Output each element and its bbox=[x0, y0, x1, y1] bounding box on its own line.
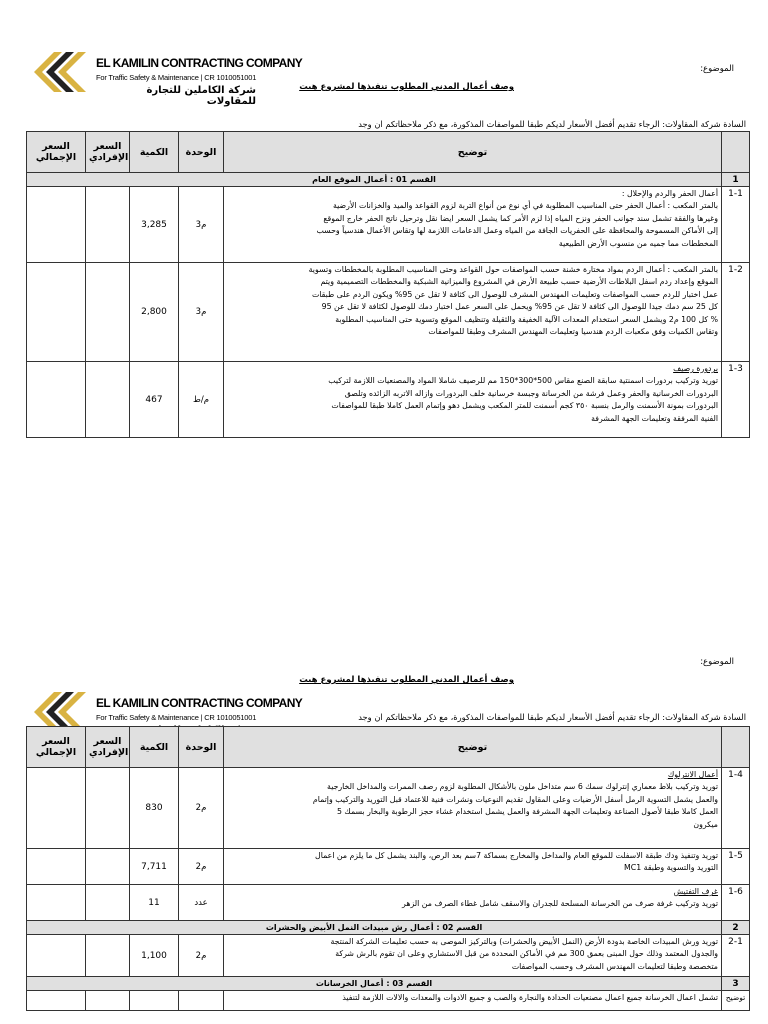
table-header-row bbox=[27, 727, 750, 768]
section-title: القسم 03 : أعمال الخرسانات bbox=[27, 977, 722, 991]
item-number: 2-1 bbox=[722, 935, 750, 977]
item-description: غرف التفتيش توريد وتركيب غرفة صرف من الخرسانة المسلحة للجدران والاسقف شامل غطاء الصرف من الزهر bbox=[224, 885, 722, 921]
col-unit-price: السعر الإفرادي bbox=[86, 132, 130, 173]
col-num bbox=[722, 132, 750, 173]
section-number: 1 bbox=[722, 173, 750, 187]
table-row bbox=[27, 263, 750, 362]
col-desc: توضيح bbox=[224, 727, 722, 768]
boq-table bbox=[26, 131, 750, 438]
item-qty: 2,800 bbox=[130, 263, 179, 362]
item-description: توريد ورش المبيدات الخاصة بدودة الأرض (النمل الأبيض والحشرات) وبالتركيز الموصى به حسب تعليمات الشركة المنتجة والجدول المعتمد وذلك حول المبنى بعمق 300 مم في الأماكن المحددة من قبل الاستشاري وعلى ان تقوم بالرش شركة متخصصة وطبقا لتعليمات المهندس المشرف وحسب المواصفات bbox=[224, 935, 722, 977]
col-unit-price: السعر الإفرادي bbox=[86, 727, 130, 768]
item-unit: م/ط bbox=[179, 362, 224, 438]
col-unit: الوحدة bbox=[179, 727, 224, 768]
item-title: بردورة رصيف bbox=[673, 364, 718, 373]
col-num bbox=[722, 727, 750, 768]
item-unit: م2 bbox=[179, 768, 224, 849]
table-row bbox=[27, 849, 750, 885]
subject-label: الموضوع: bbox=[700, 64, 734, 74]
item-qty: 467 bbox=[130, 362, 179, 438]
item-number: 1-5 bbox=[722, 849, 750, 885]
table-row bbox=[27, 991, 750, 1011]
section-row bbox=[27, 921, 750, 935]
table-row bbox=[27, 362, 750, 438]
col-unit: الوحدة bbox=[179, 132, 224, 173]
col-qty: الكمية bbox=[130, 132, 179, 173]
item-qty: 830 bbox=[130, 768, 179, 849]
item-unit: م2 bbox=[179, 849, 224, 885]
table-row bbox=[27, 187, 750, 263]
table-row bbox=[27, 885, 750, 921]
chevron-logo-icon bbox=[32, 50, 88, 94]
intro-text: السادة شركة المقاولات: الرجاء تقديم أفضل الأسعار لديكم طبقا للمواصفات المذكورة، مع ذكر ملاحظاتكم ان وجد bbox=[358, 712, 746, 722]
table-header-row bbox=[27, 132, 750, 173]
col-qty: الكمية bbox=[130, 727, 179, 768]
company-name-en: EL KAMILIN CONTRACTING COMPANY bbox=[96, 56, 303, 70]
item-unit: م3 bbox=[179, 187, 224, 263]
item-number: 1-3 bbox=[722, 362, 750, 438]
item-description: تشمل اعمال الخرسانة جميع اعمال مصنعيات الحدادة والنجارة والصب و جميع الادوات والمعدات والالات اللازمة لتنفيذ bbox=[224, 991, 722, 1011]
item-title: غرف التفتيش bbox=[673, 887, 718, 896]
section-number: 3 bbox=[722, 977, 750, 991]
item-number: 1-2 bbox=[722, 263, 750, 362]
boq-table bbox=[26, 726, 750, 1011]
col-total: السعر الإجمالي bbox=[27, 132, 86, 173]
section-number: 2 bbox=[722, 921, 750, 935]
subject-title: وصف أعمال المدني المطلوب تنفيذها لمشروع هيت bbox=[299, 675, 514, 685]
company-subtitle: For Traffic Safety & Maintenance | CR 1010051001 bbox=[96, 73, 257, 82]
table-row bbox=[27, 768, 750, 849]
item-description: توريد وتنفيذ ودك طبقة الاسفلت للموقع العام والمداخل والمخارج بسماكة 7سم بعد الرص، والبند يشمل كل ما يلزم من اعمال التوريد والتسوية وطبقة MC1 bbox=[224, 849, 722, 885]
section-row bbox=[27, 977, 750, 991]
item-description: أعمال الحفر والردم والإحلال : بالمتر المكعب : أعمال الحفر حتى المناسيب المطلوبة في أي نوع من أنواع التربة لزوم القواعد والميد والخزانات الأرضية وغيرها والفقة تشمل سند جوانب الحفر ونزح المياه إذا لزم الأمر كما يشمل السعر ايضا نقل وترحيل ناتج الحفر خارج الموقع إلى الأماكن المسموحة والمحافظة على الحفريات الجافة من المياه وعمل الدعامات اللازمة لها وتقاس الأعمال هندسياً وحسب المخططات مما جميه من منسوب الأرض الطبيعية bbox=[224, 187, 722, 263]
item-description: بالمتر المكعب : أعمال الردم بمواد مختارة خشنة حسب المواصفات حول القواعد وحتى المناسيب المطلوبة بالمخططات وتسوية الموقع وإعداد ردم اسفل البلاطات الأرضية حسب طبيعة الأرض في المشروع والميزانية الشبكية والمخططات التصميمية ويتم عمل اختبار للردم حسب المواصفات وتعليمات المهندس المشرف للوصول الى كثافة لا تقل عن 95% ويكون الردم على طبقات كل 25 سم دمك جيدا للوصول الى كثافة لا تقل عن 95% ويحمل على السعر عمل اختبار دمك للوصول لكثافة لا تقل عن 95 % كل 100 م2 ويشمل السعر استخدام المعدات الآلية الخفيفة والثقيلة وتنظيف الموقع وتسوية حتى المناسيب المطلوبة وتقاس الكميات وفق مكعبات الردم هندسيا وتعليمات المهندس المشرف وطبقا للمواصفات bbox=[224, 263, 722, 362]
item-qty: 3,285 bbox=[130, 187, 179, 263]
subject-title: وصف أعمال المدني المطلوب تنفيذها لمشروع هيت bbox=[299, 82, 514, 92]
company-name-en: EL KAMILIN CONTRACTING COMPANY bbox=[96, 696, 303, 710]
item-unit: عدد bbox=[179, 885, 224, 921]
item-description: بردورة رصيف توريد وتركيب بردورات اسمنتية سابقة الصنع مقاس 500*300*150 مم للرصيف شاملا المواد والمصنعيات اللازمة لتركيب البردورات الخرسانية والحفر وعمل فرشة من الخرسانة وجبسة خرسانية خلف البردورات وازاله الاتربه الزائده وتلصق البردورات بمونة الأسمنت والرمل بنسبة ٣٥٠ كجم أسمنت للمتر المكعب ويشمل دهو وإتمام العمل كاملا طبقا للمواصفات الفنية المرفقة وتعليمات الجهة المشرفة bbox=[224, 362, 722, 438]
subject-label: الموضوع: bbox=[700, 657, 734, 667]
intro-text: السادة شركة المقاولات: الرجاء تقديم أفضل الأسعار لديكم طبقا للمواصفات المذكورة، مع ذكر ملاحظاتكم ان وجد bbox=[358, 119, 746, 129]
col-total: السعر الإجمالي bbox=[27, 727, 86, 768]
item-description: أعمال الانترلوك توريد وتركيب بلاط معماري إنترلوك سمك 6 سم متداخل ملون بالأشكال المطلوبة لزوم رصف الممرات والمداخل الخارجية والعمل يشمل التسوية الرمل أسفل الأرضيات وعلى المقاول تقديم النوعيات ونشرات فنية للاعتماد قبل التوريد والتركيب وإتمام العمل كاملا طبقا لأصول الصناعة وتعليمات الجهة المشرفة والعمل يشمل استخدام غشاء حجز الرطوبة والبخار بسمك 5 ميكرون bbox=[224, 768, 722, 849]
item-unit: م3 bbox=[179, 263, 224, 362]
section-title: القسم 01 : أعمال الموقع العام bbox=[27, 173, 722, 187]
company-name-ar: شركة الكاملين للتجارة للمقاولات bbox=[146, 85, 256, 107]
item-number: 1-1 bbox=[722, 187, 750, 263]
item-number: 1-6 bbox=[722, 885, 750, 921]
item-unit: م2 bbox=[179, 935, 224, 977]
section-title: القسم 02 : أعمال رش مبيدات النمل الأبيض والحشرات bbox=[27, 921, 722, 935]
item-qty: 7,711 bbox=[130, 849, 179, 885]
item-number: 1-4 bbox=[722, 768, 750, 849]
col-desc: توضيح bbox=[224, 132, 722, 173]
item-number: توضيح bbox=[722, 991, 750, 1011]
item-qty: 11 bbox=[130, 885, 179, 921]
item-title: أعمال الانترلوك bbox=[667, 770, 718, 779]
company-block bbox=[96, 56, 302, 107]
table-row bbox=[27, 935, 750, 977]
item-qty: 1,100 bbox=[130, 935, 179, 977]
company-subtitle: For Traffic Safety & Maintenance | CR 1010051001 bbox=[96, 713, 257, 722]
section-row bbox=[27, 173, 750, 187]
